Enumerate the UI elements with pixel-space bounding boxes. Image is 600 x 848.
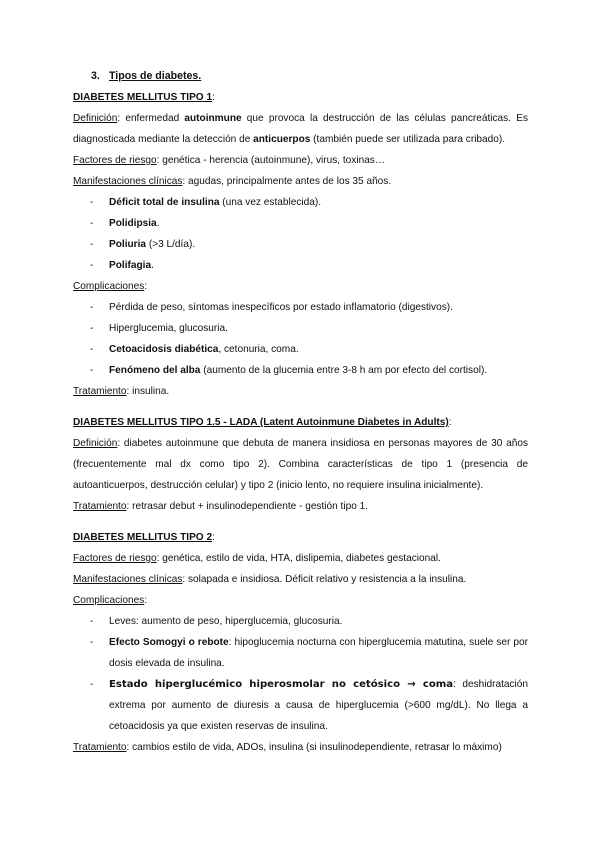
lada-tratamiento-label: Tratamiento	[73, 501, 127, 512]
dm2-tratamiento-label: Tratamiento	[73, 742, 127, 753]
list-item-bold: Polidipsia	[109, 218, 157, 229]
dm2-manifestaciones	[73, 569, 528, 590]
dm2-manifestaciones-label: Manifestaciones clínicas	[73, 574, 183, 585]
list-item-bold: Polifagia	[109, 260, 152, 271]
lada-tratamiento-text: : retrasar debut + insulinodependiente - gestión tipo 1.	[126, 501, 369, 512]
list-item	[73, 213, 528, 234]
lada-definicion-text: : diabetes autoinmune que debuta de manera insidiosa en personas mayores de 30 años (frecuentemente mal dx como tipo 2). Combina características de tipo 1 (presencia de autoanticuerpos, destrucción celular) y tipo 2 (inicio lento, no requiere insulina inicialmente).	[73, 438, 528, 491]
list-item	[73, 234, 528, 255]
document-page	[73, 66, 528, 758]
list-item-text: (una vez establecida).	[219, 197, 322, 208]
dm1-definicion-label: Definición	[73, 113, 118, 124]
list-item	[73, 255, 528, 276]
list-item-text: Pérdida de peso, síntomas inespecíficos por estado inflamatorio (digestivos).	[109, 302, 453, 313]
lada-definicion	[73, 433, 528, 496]
list-item-bold: Efecto Somogyi o rebote	[109, 637, 229, 648]
dm2-manifestaciones-text: : solapada e insidiosa. Déficit relativo y resistencia a la insulina.	[182, 574, 467, 585]
dm1-definicion-text-1: : enfermedad	[117, 113, 185, 124]
dm1-heading-line	[73, 87, 528, 108]
dm1-definicion-text-2: que provoca la destrucción de las células pancreáticas. Es diagnosticada mediante la detección de	[73, 113, 528, 145]
lada-heading-line	[73, 412, 528, 433]
dm2-tratamiento	[73, 737, 528, 758]
dm2-factores-label: Factores de riesgo	[73, 553, 157, 564]
list-item-text: Leves: aumento de peso, hiperglucemia, glucosuria.	[109, 616, 343, 627]
dm1-complicaciones-label: Complicaciones	[73, 281, 145, 292]
list-item-text: (aumento de la glucemia entre 3-8 h am por efecto del cortisol).	[200, 365, 488, 376]
dm2-factores	[73, 548, 528, 569]
dm1-tratamiento	[73, 381, 528, 402]
list-item	[73, 192, 528, 213]
dm2-factores-text: : genética, estilo de vida, HTA, dislipemia, diabetes gestacional.	[156, 553, 441, 564]
dm2-complicaciones-label: Complicaciones	[73, 595, 145, 606]
list-item-bold: Cetoacidosis diabética	[109, 344, 219, 355]
dm2-heading-colon: :	[212, 532, 215, 543]
list-item	[73, 318, 528, 339]
list-item-bold: Poliuria	[109, 239, 147, 250]
dm1-tratamiento-label: Tratamiento	[73, 386, 127, 397]
lada-heading-colon: :	[448, 417, 452, 428]
dm1-factores-text: : genética - herencia (autoinmune), virus, toxinas…	[156, 155, 385, 166]
list-item-text: : deshidratación extrema por aumento de diuresis a causa de hiperglucemia (>600 mg/dL). No llega a cetoacidosis ya que existen reservas de insulina.	[109, 679, 529, 732]
dm1-complicaciones-list	[73, 297, 528, 381]
dm1-heading: DIABETES MELLITUS TIPO 1	[73, 92, 213, 103]
dm1-complicaciones-colon: :	[144, 281, 148, 292]
dm2-tratamiento-text: : cambios estilo de vida, ADOs, insulina (si insulinodependiente, retrasar lo máximo)	[126, 742, 502, 753]
list-item-text: , cetonuria, coma.	[218, 344, 299, 355]
dm2-complicaciones-list	[73, 611, 528, 737]
list-item-text: Hiperglucemia, glucosuria.	[109, 323, 228, 334]
dm1-factores	[73, 150, 528, 171]
lada-heading: DIABETES MELLITUS TIPO 1.5 - LADA (Latent Autoinmune Diabetes in Adults)	[73, 417, 449, 428]
dm2-complicaciones-colon: :	[144, 595, 148, 606]
list-item	[73, 611, 528, 632]
list-item	[73, 339, 528, 360]
dm2-complicaciones	[73, 590, 528, 611]
dm1-definicion-bold-2: anticuerpos	[253, 134, 311, 145]
lada-tratamiento	[73, 496, 528, 517]
dm1-definicion-text-3: (también puede ser utilizada para cribado).	[310, 134, 506, 145]
section-heading	[91, 66, 528, 87]
dm1-manifestaciones-text: : agudas, principalmente antes de los 35 años.	[182, 176, 392, 187]
list-item	[73, 360, 528, 381]
list-item	[73, 297, 528, 318]
dm1-heading-colon: :	[212, 92, 215, 103]
list-item-text: .	[156, 218, 160, 229]
dm1-tratamiento-text: : insulina.	[126, 386, 170, 397]
list-item-text: .	[151, 260, 154, 271]
list-item-bold: Estado hiperglucémico hiperosmolar no cetósico → coma	[109, 679, 454, 690]
dm1-manifestaciones	[73, 171, 528, 192]
list-item-text: : hipoglucemia nocturna con hiperglucemia matutina, suele ser por dosis elevada de insulina.	[109, 637, 528, 669]
list-item-bold: Fenómeno del alba	[109, 365, 201, 376]
dm2-heading-line	[73, 527, 528, 548]
section-number: 3.	[91, 70, 100, 82]
list-item-bold: Déficit total de insulina	[109, 197, 220, 208]
lada-definicion-label: Definición	[73, 438, 118, 449]
dm1-definicion-bold-1: autoinmune	[184, 113, 242, 124]
dm1-manifestaciones-label: Manifestaciones clínicas	[73, 176, 183, 187]
list-item-text: (>3 L/día).	[146, 239, 196, 250]
section-title: Tipos de diabetes.	[109, 70, 202, 82]
list-item	[73, 632, 528, 674]
dm1-manifestaciones-list	[73, 192, 528, 276]
dm1-complicaciones	[73, 276, 528, 297]
list-item	[73, 674, 528, 737]
dm1-definicion	[73, 108, 528, 150]
dm1-factores-label: Factores de riesgo	[73, 155, 157, 166]
dm2-heading: DIABETES MELLITUS TIPO 2	[73, 532, 213, 543]
